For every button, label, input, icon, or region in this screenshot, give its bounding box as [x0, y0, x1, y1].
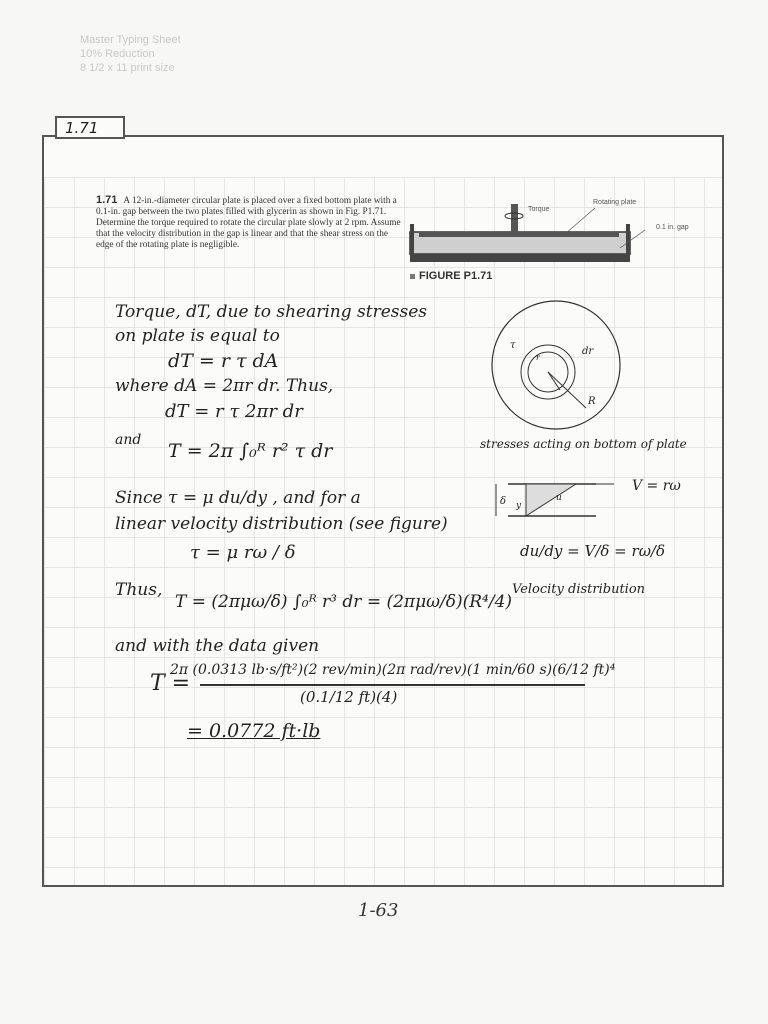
velocity-diagram [486, 476, 616, 531]
equation-2: dT = r τ 2πr dr [165, 401, 303, 422]
gap-label: 0.1 in. gap [656, 224, 689, 231]
caption-square-icon [410, 274, 415, 279]
page-number: 1-63 [358, 900, 399, 921]
problem-statement-text: A 12-in.-diameter circular plate is placed over a fixed bottom plate with a 0.1-in. gap between the two plates filled with glycerin as shown in Fig. P1.71. Determine the torque required to rotate the circular plate slowly at 2 rpm. Assume that the velocity distribution in the gap is linear and that the shear stress on the edge of the rotating plate is negligible. [96, 196, 401, 250]
rotating-plate-label: Rotating plate [593, 199, 637, 206]
velocity-caption: Velocity distribution [512, 582, 646, 597]
linear-line: linear velocity distribution (see figure) [115, 514, 448, 534]
svg-text:r: r [536, 353, 540, 362]
problem-number: 1.71 [65, 119, 99, 137]
equation-3: T = 2π ∫₀ᴿ r² τ dr [168, 440, 333, 462]
result: = 0.0772 ft·lb [187, 720, 321, 742]
velocity-equation: du/dy = V/δ = rω/δ [520, 542, 666, 560]
solution-line-2: on plate is equal to [115, 326, 280, 346]
torque-label: Torque [528, 206, 550, 213]
faded-line-1: Master Typing Sheet [80, 34, 181, 46]
svg-text:y: y [516, 501, 522, 511]
figure-p171 [405, 196, 725, 276]
torque-symbol: T = [150, 671, 191, 696]
problem-number-box [55, 116, 125, 139]
faded-line-2: 10% Reduction [80, 48, 155, 60]
faded-header [80, 33, 181, 75]
rotating-plate [419, 232, 619, 237]
svg-text:u: u [556, 493, 562, 503]
solution-line-3: where dA = 2πr dr. Thus, [115, 376, 334, 396]
left-wall [410, 224, 414, 262]
faded-line-3: 8 1/2 x 11 print size [80, 62, 175, 74]
equation-6-denominator: (0.1/12 ft)(4) [300, 688, 398, 706]
equation-4: τ = μ rω / δ [190, 542, 296, 563]
svg-text:δ: δ [500, 496, 507, 507]
and-word: and [115, 432, 142, 448]
data-line: and with the data given [115, 636, 320, 656]
v-label: V = rω [632, 478, 681, 494]
equation-5: T = (2πμω/δ) ∫₀ᴿ r³ dr = (2πμω/δ)(R⁴/4) [175, 592, 513, 612]
figure-caption-text: FIGURE P1.71 [419, 270, 493, 282]
figure-caption [410, 270, 492, 282]
solution-line-1: Torque, dT, due to shearing stresses [115, 302, 428, 322]
svg-text:dr: dr [582, 346, 594, 357]
since-line: Since τ = μ du/dy , and for a [115, 488, 361, 508]
fraction-bar [200, 684, 585, 686]
problem-statement-number: 1.71 [96, 194, 118, 206]
bottom-plate [410, 254, 630, 262]
svg-text:τ: τ [510, 340, 516, 351]
equation-1: dT = r τ dA [168, 350, 279, 372]
equation-6-numerator: 2π (0.0313 lb·s/ft²)(2 rev/min)(2π rad/rev)(1 min/60 s)(6/12 ft)⁴ [170, 662, 616, 678]
stress-diagram [478, 300, 648, 435]
problem-statement [96, 195, 402, 251]
thus-word: Thus, [115, 580, 163, 600]
stress-caption: stresses acting on bottom of plate [480, 437, 687, 451]
svg-text:R: R [588, 396, 596, 407]
